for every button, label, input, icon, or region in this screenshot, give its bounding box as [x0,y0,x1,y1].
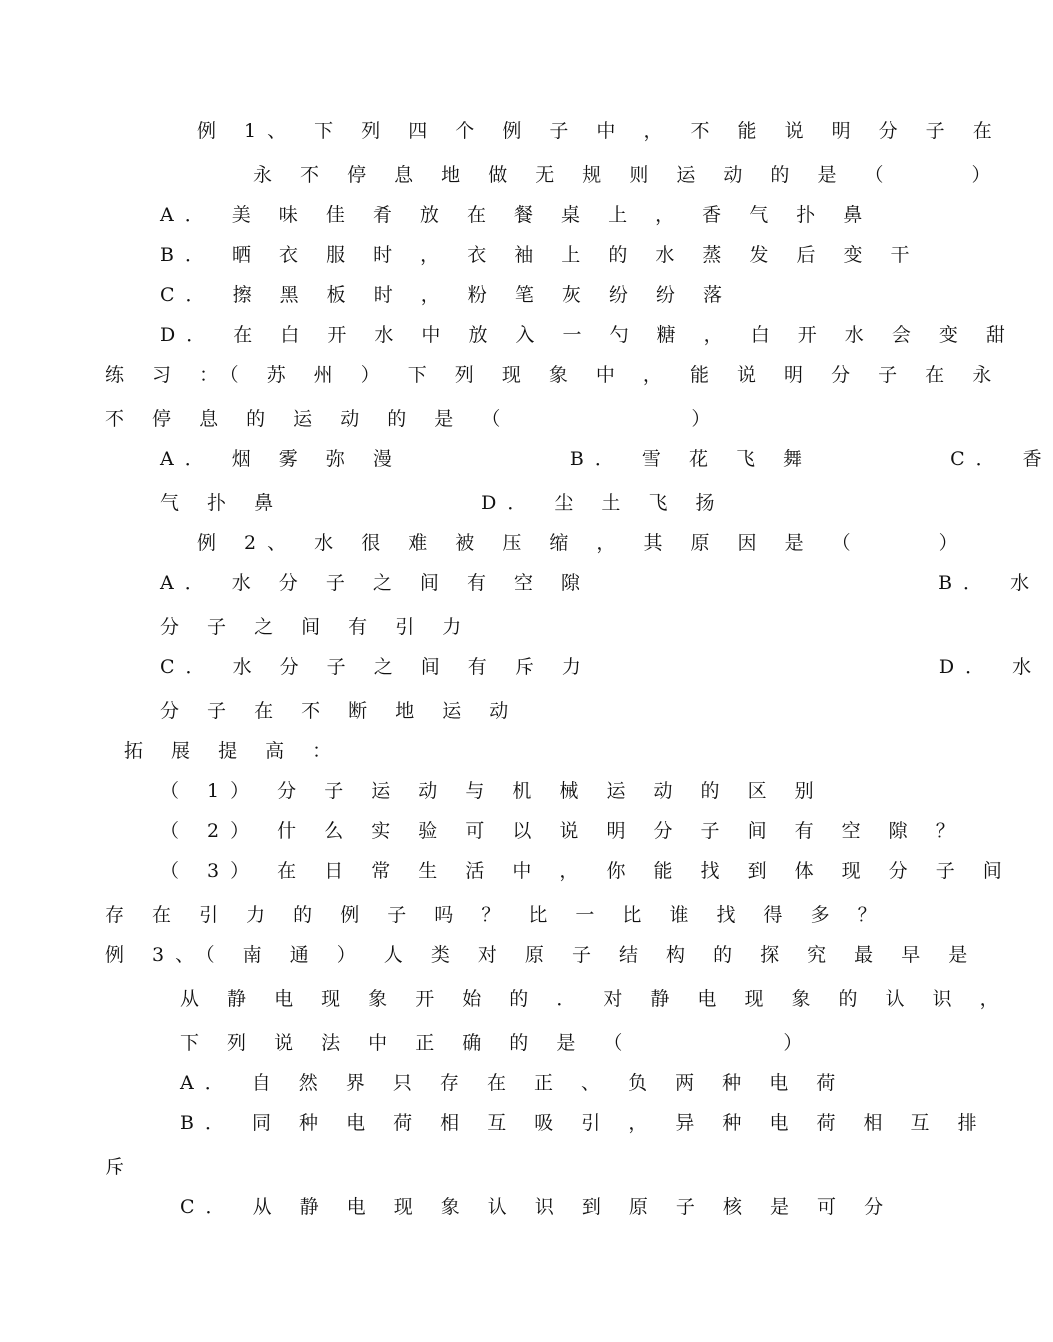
extension-item-1: （ 1） 分 子 运 动 与 机 械 运 动 的 区 别 [160,780,825,802]
example-1-question-line-2: 永 不 停 息 地 做 无 规 则 运 动 的 是 （ ） [253,164,1002,186]
example-1-option-d: D． 在 白 开 水 中 放 入 一 勺 糖 ， 白 开 水 会 变 甜 [160,324,1016,346]
example-3-question-line-3: 下 列 说 法 中 正 确 的 是 （ ） [180,1032,814,1054]
practice-options-line-1: A． 烟 雾 弥 漫 B． 雪 花 飞 舞 C． 香 [160,448,1053,470]
extension-heading: 拓 展 提 高 ： [124,740,343,762]
example-1-option-a: A． 美 味 佳 肴 放 在 餐 桌 上 ， 香 气 扑 鼻 [160,204,874,226]
extension-item-3-line-2: 存 在 引 力 的 例 子 吗 ？ 比 一 比 谁 找 得 多 ？ [105,904,888,926]
example-3-option-a: A． 自 然 界 只 存 在 正 、 负 两 种 电 荷 [180,1072,847,1094]
example-3-question-line-2: 从 静 电 现 象 开 始 的 ． 对 静 电 现 象 的 认 识 ， [180,988,1010,1010]
extension-item-2: （ 2） 什 么 实 验 可 以 说 明 分 子 间 有 空 隙 ？ [160,820,966,842]
example-1-option-b: B． 晒 衣 服 时 ， 衣 袖 上 的 水 蒸 发 后 变 干 [160,244,921,266]
extension-item-3-line-1: （ 3） 在 日 常 生 活 中 ， 你 能 找 到 体 现 分 子 间 [160,860,1013,882]
practice-options-line-2: 气 扑 鼻 D． 尘 土 飞 扬 [160,492,726,514]
example-2-options-line-2: 分 子 之 间 有 引 力 [160,616,473,638]
example-2-options-line-4: 分 子 在 不 断 地 运 动 [160,700,520,722]
example-1-question-line-1: 例 1、 下 列 四 个 例 子 中 ， 不 能 说 明 分 子 在 [197,120,1003,142]
example-2-options-line-1: A． 水 分 子 之 间 有 空 隙 B． 水 [160,572,1041,594]
example-3-option-b-line-1: B． 同 种 电 荷 相 互 吸 引 ， 异 种 电 荷 相 互 排 [180,1112,988,1134]
example-3-question-line-1: 例 3、（ 南 通 ） 人 类 对 原 子 结 构 的 探 究 最 早 是 [105,944,979,966]
practice-question-line-2: 不 停 息 的 运 动 的 是 （ ） [105,408,722,430]
example-2-question: 例 2、 水 很 难 被 压 缩 ， 其 原 因 是 （ ） [197,532,969,554]
example-2-options-line-3: C． 水 分 子 之 间 有 斥 力 D． 水 [160,656,1043,678]
practice-question-line-1: 练 习 ：（ 苏 州 ） 下 列 现 象 中 ， 能 说 明 分 子 在 永 [105,364,1003,386]
example-1-option-c: C． 擦 黑 板 时 ， 粉 笔 灰 纷 纷 落 [160,284,733,306]
example-3-option-b-line-2: 斥 [105,1156,136,1178]
example-3-option-c: C． 从 静 电 现 象 认 识 到 原 子 核 是 可 分 [180,1196,895,1218]
